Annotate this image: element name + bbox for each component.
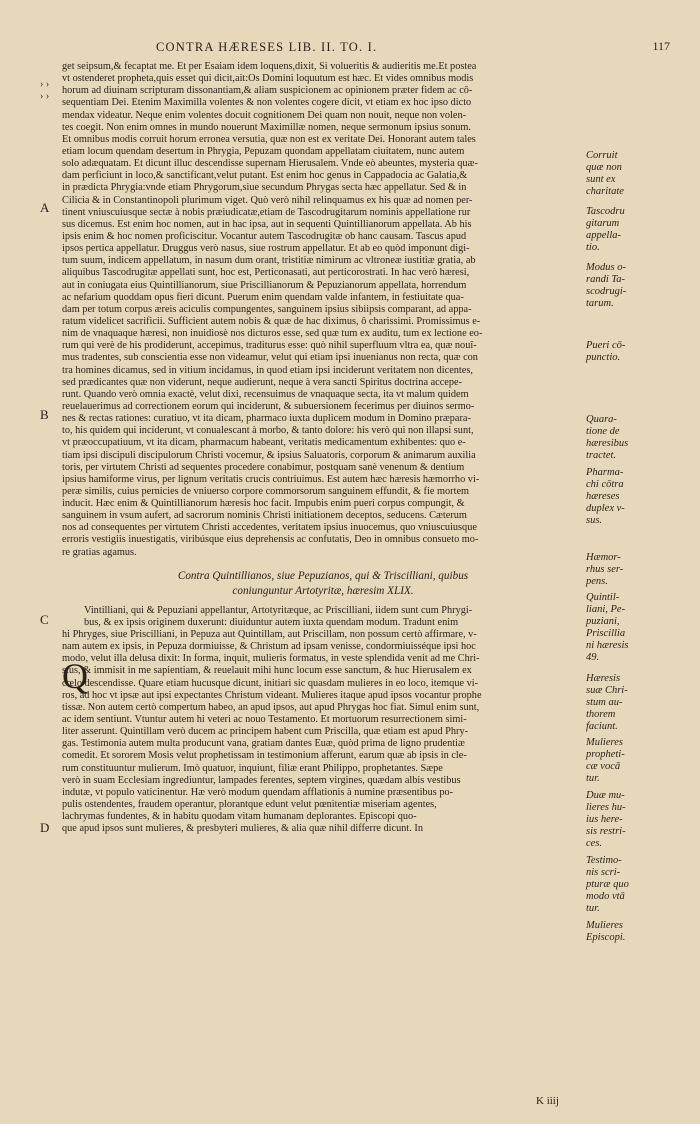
text-line: get seipsum,& fecaptat me. Et per Esaiam idem loquens,dixit, Si volueritis & audieritis me.Et postea xyxy=(62,61,477,72)
margin-note: hæresibus xyxy=(586,438,629,449)
text-line: erroris vestigiis inuestigatis, viribúsque eius deprehensis ac confutatis, Deo in omnibus consueto mo- xyxy=(62,534,479,546)
margin-note: quæ non xyxy=(586,162,622,173)
margin-note: Priscillia xyxy=(586,628,626,639)
text-line: vt ostenderet propheta,quis esset qui dicit,ait:Os Domini loquutum est hæc. Et vides omnibus modis xyxy=(62,73,474,85)
text-line: sed prædicantes quæ non viderunt, neque audierunt, neque à vera sancti Spiritus doctrina accepe- xyxy=(62,376,463,388)
text-line: bus, & ex ipsis originem duxerunt: diuiduntur autem iuxta quendam modum. Tradunt enim xyxy=(84,616,459,628)
margin-note: sus. xyxy=(586,515,603,526)
text-line: sequentiam Dei. Etenim Maximilla volentes & non volentes cogere dicit, vt etiam ex hoc ipso dicto xyxy=(62,97,472,109)
margin-note: stum au- xyxy=(586,697,623,708)
text-line: ipsius hamiforme virus, per lignum veritatis crucis contriuimus. Est autem hæc hæresis hæmorrho vi- xyxy=(62,473,480,485)
margin-note: scodrugi- xyxy=(586,286,627,297)
text-line: Vintilliani, qui & Pepuziani appellantur, Artotyritæque, ac Priscilliani, iidem sunt cum Phrygi- xyxy=(84,604,473,616)
margin-note: sunt ex xyxy=(586,174,616,185)
text-line: cœlo descendisse. Quare etiam hucusque dicunt, initiari sic quasdam mulieres in eo loco, itemque vi- xyxy=(62,677,479,689)
margin-note: 49. xyxy=(586,652,600,663)
margin-note: Corruit xyxy=(586,150,618,161)
margin-note: Tascodru xyxy=(586,206,625,217)
text-line: sus dicemus. Est enim hoc nomen, aut in hac ipsa, aut in sequenti Quintillianorum appellata. Ab his xyxy=(62,218,472,230)
margin-note: thorem xyxy=(586,709,616,720)
text-line: rum qui verè de his prodiderunt, accepimus, traditurus esse: quò nihil superfluum vltra ea, quæ nouî- xyxy=(62,340,477,352)
text-line: tra homines dicamus, sed in vitium incidamus, in quod etiam ipsi inciderunt veritatem non dicentes, xyxy=(62,364,473,376)
text-line: modo, velut illa delusa dixit: In forma, inquit, mulieris formatus, in veste splendida venit ad me Chri- xyxy=(62,653,480,665)
text-line: etiam locum quendam desertum in Phrygia, Pepuzam quondam appellatam ciuitatem, nunc autem xyxy=(62,145,465,157)
text-line: vt præoccupatiuum, vt ita dicam, pharmacum habeant, veritatis medicamentum exhibentes: quo e- xyxy=(62,437,466,449)
margin-note: Quara- xyxy=(586,414,617,425)
margin-note: lieres hu- xyxy=(586,802,626,813)
text-line: aut in coniugata eius Quintillianorum, siue Priscillianorum & Pepuzianorum appellata, horrendum xyxy=(62,279,467,291)
margin-note: nis scri- xyxy=(586,867,621,878)
margin-note: modo vtā xyxy=(586,891,625,902)
page-number: 117 xyxy=(652,39,670,53)
section-letter-d: D xyxy=(40,820,50,835)
margin-note: appella- xyxy=(586,230,621,241)
main-text xyxy=(62,61,584,835)
drop-cap: Q xyxy=(62,656,88,696)
margin-note: tractet. xyxy=(586,450,617,461)
margin-note: Testimo- xyxy=(586,855,622,866)
margin-note: rhus ser- xyxy=(586,564,624,575)
margin-note: Hæmor- xyxy=(586,552,621,563)
margin-note: Episcopi. xyxy=(586,932,626,943)
margin-note: sis restri- xyxy=(586,826,626,837)
text-line: lachrymas fundentes, & in habitu quodam vitam humanam deplorantes. Episcopi quo- xyxy=(62,811,417,823)
margin-note: tarum. xyxy=(586,298,614,309)
text-line: tissæ. Non autem certò compertum habeo, an apud ipsos, aut apud Phrygas hoc fiat. Simul enim sunt, xyxy=(62,701,480,713)
margin-note: ces. xyxy=(586,838,603,849)
text-line: dam perficiunt in loco,& sanctificant,velut putant. Est enim hoc genus in Cappadocia ac Galatia,& xyxy=(62,170,468,182)
margin-note: suæ Chri- xyxy=(586,685,628,696)
text-line: runt. Quando verò omnia exactè, velut dixi, recensuimus de vnaquaque secta, ita vt malum quidem xyxy=(62,388,469,400)
margin-note: hæreses xyxy=(586,491,620,502)
text-line: dam per totum corpus æreis aciculis compungentes, sanguinem ipsius sibiipsis comparant, ad appa- xyxy=(62,303,472,315)
margin-note: Mulieres xyxy=(586,920,623,931)
section-heading-line-1: Contra Quintillianos, siue Pepuzianos, qui & Triscilliani, quibus xyxy=(177,569,469,582)
text-line: aliquibus Tascodrugitæ appellati sunt, hoc est, Perticonasati, aut perticorostrati. In hac verò hæresi, xyxy=(62,267,470,279)
text-line: inducit. Hæc enim & Quintillianorum hæresis hoc facit. Impubis enim pueri corpus compungit, & xyxy=(62,498,465,510)
margin-note: Modus o- xyxy=(586,262,626,273)
margin-note: Mulieres xyxy=(586,737,623,748)
margin-note: faciunt. xyxy=(586,721,618,732)
text-line: indutæ, vt populo vaticinentur. Hæ verò modum quendam afflationis à numine præsentibus po- xyxy=(62,786,454,798)
text-line: nam autem ex ipsis, in Pepuza dormiuisse, & Christum ad ipsam venisse, condormiuisséque ipsi hoc xyxy=(62,641,476,653)
text-line: solo adæquatam. Et dicunt illuc descendisse supernam Hierusalem. Vnde eò abeuntes, mysteria quæ- xyxy=(62,158,478,170)
paragraph-1 xyxy=(62,61,584,559)
margin-note: Quintil- xyxy=(586,592,620,603)
text-line: Cilicia & in Constantinopoli plurimum viget. Quò verò nihil relinquamus ex his quæ ad nomen per- xyxy=(62,194,473,206)
text-line: re gratias agamus. xyxy=(62,546,137,558)
margin-note: cæ vocā xyxy=(586,761,621,772)
margin-note: gitarum xyxy=(586,218,620,229)
section-heading-line-2: coniunguntur Artotyritæ, hæresim XLIX. xyxy=(232,584,414,597)
margin-note: randi Ta- xyxy=(586,274,626,285)
text-line: to, his quidem qui inciderunt, vt conualescant à morbo, & tanto dolore: his verò qui non illapsi sunt, xyxy=(62,425,474,437)
margin-note: propheti- xyxy=(586,749,625,760)
text-line: Et omnibus modis corruit horum erronea versutia, quæ non est ex veritate Dei. Honorant autem tales xyxy=(62,133,476,145)
text-line: nim de vnaquaque hæresi, non inuidiosè nos dicturos esse, sed quæ tum ex auditu, tum ex lectione eo- xyxy=(62,328,483,340)
margin-note: puziani, xyxy=(586,616,620,627)
text-line: nos ad consequentes per virtutem Christi accedentes, veritatem ipsius inuocemus, quo vniuscuiusque xyxy=(62,522,477,534)
text-line: tes coegit. Non enim omnes in mundo nouerunt Maximillæ nomen, neque sermonum ipsius sonum. xyxy=(62,121,471,133)
margin-note: pens. xyxy=(586,576,608,587)
signature-mark: K iiij xyxy=(536,1095,559,1107)
margin-note: ni hæresis xyxy=(586,640,629,651)
margin-note: tione de xyxy=(586,426,620,437)
running-header xyxy=(0,40,700,56)
margin-note: ius here- xyxy=(586,814,623,825)
margin-note: Duæ mu- xyxy=(586,790,625,801)
running-title: CONTRA HÆRESES LIB. II. TO. I. xyxy=(156,40,378,54)
margin-note: tur. xyxy=(586,773,600,784)
margin-note: pturæ quo xyxy=(586,879,629,890)
margin-note: tio. xyxy=(586,242,600,253)
text-line: liter asserunt. Quintillam verò ducem ac principem habent cum Priscilla, quæ etiam est apud Phry- xyxy=(62,726,469,738)
text-line: rum constituuntur mulierum. Imò quatuor, inquiunt, filiæ erant Philippo, prophetantes. Sæpe xyxy=(62,762,443,774)
text-line: ipsos pertica appellatur. Druggus verò nasus, siue rostrum appellatur. Et ab eo quòd imponunt digi- xyxy=(62,243,470,255)
text-line: in prædicta Phrygia:vnde etiam Phrygorum,siue secundum Phrygas secta hæc appellatur. Sed & in xyxy=(62,182,467,194)
text-line: peræ similis, cuius pernicies de vniuerso corpore commorsorum sanguinem effundit, & fie mortem xyxy=(62,485,470,497)
section-letter-c: C xyxy=(40,612,49,627)
margin-note: charitate xyxy=(586,186,624,197)
text-line: pulis ostendentes, fraudem operantur, plorantque edunt velut pœnitentiæ miseriam agentes, xyxy=(62,799,437,811)
text-line: ac idem sentiunt. Vtuntur autem hi veteri ac nouo Testamento. Et mortuorum resurrectionem simi- xyxy=(62,714,467,726)
margin-note: punctio. xyxy=(586,352,621,363)
text-line: mendax videatur. Neque enim volentes docuit cognitionem Dei quam non nouit, neque non volen- xyxy=(62,109,467,121)
section-letter-a: A xyxy=(40,200,50,215)
margin-note: Pueri cō- xyxy=(586,340,626,351)
section-gap xyxy=(62,559,584,569)
text-line: gas. Testimonia autem multa producunt vana, gratiam dantes Euæ, quòd prima de ligno prudentiæ xyxy=(62,738,465,750)
quote-marks: › › › › xyxy=(40,79,50,103)
margin-note: chi cōtra xyxy=(586,479,624,490)
paragraph-2 xyxy=(62,605,584,836)
text-line: nes & rectas rationes: curatiuo, vt ita dicam, pharmaco iuxta duplicem modum in Domino præpara- xyxy=(62,413,471,425)
text-line: que apud ipsos sunt mulieres, & presbyteri mulieres, & alia quæ nihil differre dicunt. In xyxy=(62,823,423,835)
text-line: ratum videlicet sacrificii. Sufficient autem nobis & quæ de hac diximus, ô charissimi. Promissimus e- xyxy=(62,315,481,327)
text-line: ros, ad hoc vt ipsæ aut ipsi expectantes Christum videant. Mulieres itaque apud ipsos vocantur prophe xyxy=(62,689,482,701)
text-line: toris, per virtutem Christi ad sequentes procedere conabimur, postquam sanè venenum & dentium xyxy=(62,461,465,473)
margin-note: duplex v- xyxy=(586,503,625,514)
text-line: tum suum, indicem appellatum, in nasum dum orant, tristitiæ nimirum ac vltroneæ iustitiæ gratia, ab xyxy=(62,255,476,267)
text-line: sanguinem in vsum aufert, ad sacrorum nominis Christi initiationem deceptos, seducens. Cæterum xyxy=(62,510,467,522)
text-line: hi Phryges, siue Priscilliani, in Pepuza aut Quintillam, aut Priscillam, non possum certò affirmare, v- xyxy=(62,629,477,641)
margin-note: Hæresis xyxy=(586,673,621,684)
text-line: comedit. Et sororem Mosis velut prophetissam in testimonium afferunt, earum quæ ab ipsis in cle- xyxy=(62,750,467,762)
section-letter-b: B xyxy=(40,407,49,422)
margin-note: liani, Pe- xyxy=(586,604,626,615)
text-line: reuelauerimus ad correctionem eorum qui inciderunt, & subuersionem fecerimus per diuinos sermo- xyxy=(62,400,475,412)
text-line: horum ad diuinam scripturam dissonantiam,& aliam suspicionem ac opinionem præter fidem ac cō- xyxy=(62,85,473,97)
margin-note: Pharma- xyxy=(586,467,624,478)
text-line: stus, & immisit in me sapientiam, & reuelauit mihi hunc locum esse sanctum, & huc Hierusalem ex xyxy=(62,665,472,677)
text-line: tiam ipsi discipuli discipulorum Christi vocemur, & ipsius Saluatoris, corporum & animarum auxilia xyxy=(62,449,476,461)
text-line: verò in suam Ecclesiam ingrediuntur, lampades ferentes, septem virgines, quædam albis vestibus xyxy=(62,774,461,786)
text-line: ac nefarium quoddam opus fieri dicunt. Puerum enim quendam valde infantem, in festiuitate qua- xyxy=(62,291,464,303)
margin-note: tur. xyxy=(586,903,600,914)
text-line: mus tradentes, sub conscientia esse non videamur, velut qui etiam ipsi inuenianus non recta, quæ con xyxy=(62,352,478,364)
text-line: ipsis enim & hoc nomen proficiscitur. Vocantur autem Tascodrugitæ ob hanc causam. Tascus apud xyxy=(62,230,467,242)
text-line: tinent vniuscuiusque sectæ à nobis præiudicatæ,etiam de Tascodrugitarum nominis appellatione rur xyxy=(62,206,471,218)
